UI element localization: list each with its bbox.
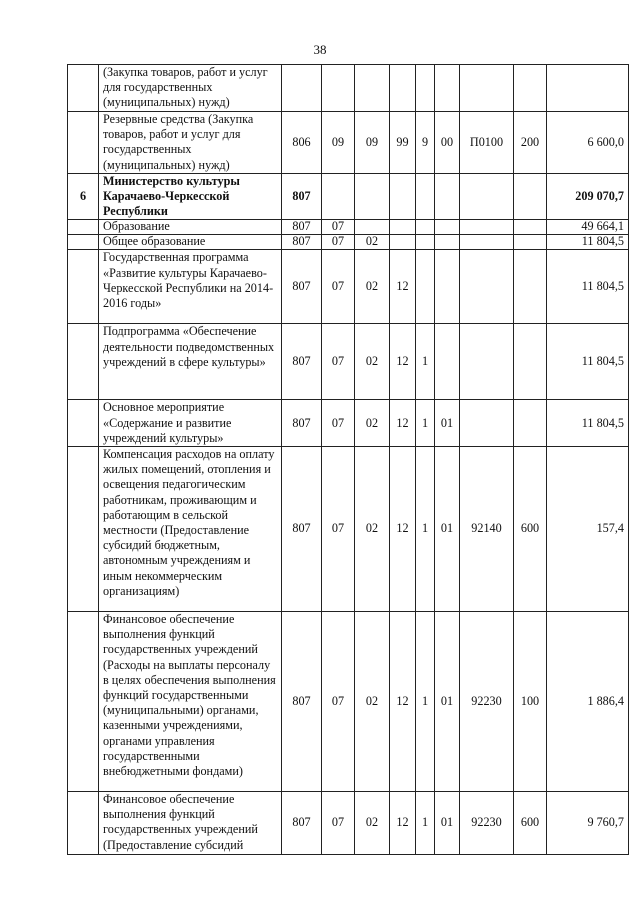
activity-code-cell (435, 173, 460, 220)
table-body (68, 65, 629, 855)
amount-cell: 6 600,0 (547, 112, 629, 174)
section-code-cell: 07 (322, 792, 355, 855)
subsection-code-cell: 02 (355, 612, 390, 792)
subprogram-code-cell: 1 (416, 792, 435, 855)
item-name-cell: Основное мероприятие «Содержание и развитие учреждений культуры» (99, 400, 282, 447)
subsection-code-cell: 02 (355, 235, 390, 250)
activity-code-cell (435, 220, 460, 235)
subsection-code-cell: 02 (355, 792, 390, 855)
program-code-cell: 12 (390, 447, 416, 612)
expense-type-cell (514, 324, 547, 400)
direction-code-cell: 92230 (460, 792, 514, 855)
ministry-code-cell: 807 (282, 792, 322, 855)
row-number-cell (68, 250, 99, 324)
program-code-cell: 12 (390, 324, 416, 400)
amount-cell: 1 886,4 (547, 612, 629, 792)
section-code-cell: 07 (322, 400, 355, 447)
row-number-cell: 6 (68, 173, 99, 220)
amount-cell: 157,4 (547, 447, 629, 612)
program-code-cell (390, 220, 416, 235)
program-code-cell: 12 (390, 400, 416, 447)
item-name-cell: Финансовое обеспечение выполнения функций государственных учреждений (Предоставление субсидий (99, 792, 282, 855)
amount-cell: 209 070,7 (547, 173, 629, 220)
amount-cell: 49 664,1 (547, 220, 629, 235)
activity-code-cell: 01 (435, 612, 460, 792)
subprogram-code-cell: 1 (416, 324, 435, 400)
direction-code-cell (460, 220, 514, 235)
amount-cell (547, 65, 629, 112)
expense-type-cell (514, 65, 547, 112)
item-name-cell: Подпрограмма «Обеспечение деятельности подведомственных учреждений в сфере культуры» (99, 324, 282, 400)
ministry-code-cell (282, 65, 322, 112)
program-code-cell: 99 (390, 112, 416, 174)
section-code-cell (322, 65, 355, 112)
amount-cell: 11 804,5 (547, 324, 629, 400)
subprogram-code-cell (416, 65, 435, 112)
amount-cell: 11 804,5 (547, 235, 629, 250)
section-code-cell (322, 173, 355, 220)
activity-code-cell (435, 235, 460, 250)
subsection-code-cell (355, 220, 390, 235)
row-number-cell (68, 235, 99, 250)
table-row (68, 173, 629, 220)
item-name-cell: Образование (99, 220, 282, 235)
direction-code-cell (460, 400, 514, 447)
program-code-cell (390, 65, 416, 112)
program-code-cell (390, 235, 416, 250)
page-number: 38 (313, 42, 327, 57)
expense-type-cell (514, 400, 547, 447)
ministry-code-cell: 807 (282, 324, 322, 400)
section-code-cell: 07 (322, 324, 355, 400)
ministry-code-cell: 807 (282, 447, 322, 612)
subprogram-code-cell (416, 220, 435, 235)
subprogram-code-cell (416, 235, 435, 250)
amount-cell: 11 804,5 (547, 400, 629, 447)
expense-type-cell: 200 (514, 112, 547, 174)
row-number-cell (68, 65, 99, 112)
expense-type-cell: 600 (514, 447, 547, 612)
ministry-code-cell: 807 (282, 612, 322, 792)
subsection-code-cell: 02 (355, 250, 390, 324)
item-name-cell: Государственная программа «Развитие культуры Карачаево-Черкесской Республики на 2014-2016 годы» (99, 250, 282, 324)
subsection-code-cell: 09 (355, 112, 390, 174)
table-row (68, 792, 629, 855)
item-name-cell: Финансовое обеспечение выполнения функций государственных учреждений (Расходы на выплаты персоналу в целях обеспечения выполнения функций государственными (муниципальными) органами, казенными учреждениями, органами управления государственными внебюджетными фондами) (99, 612, 282, 792)
program-code-cell: 12 (390, 612, 416, 792)
item-name-cell: (Закупка товаров, работ и услуг для государственных (муниципальных) нужд) (99, 65, 282, 112)
subprogram-code-cell: 1 (416, 400, 435, 447)
direction-code-cell (460, 250, 514, 324)
subsection-code-cell: 02 (355, 324, 390, 400)
subprogram-code-cell (416, 250, 435, 324)
section-code-cell: 07 (322, 447, 355, 612)
ministry-code-cell: 806 (282, 112, 322, 174)
expense-type-cell: 600 (514, 792, 547, 855)
table-row (68, 220, 629, 235)
row-number-cell (68, 792, 99, 855)
subsection-code-cell: 02 (355, 400, 390, 447)
item-name-cell: Резервные средства (Закупка товаров, работ и услуг для государственных (муниципальных) нужд) (99, 112, 282, 174)
budget-table (67, 64, 629, 855)
subsection-code-cell (355, 173, 390, 220)
direction-code-cell (460, 173, 514, 220)
subprogram-code-cell (416, 173, 435, 220)
ministry-code-cell: 807 (282, 220, 322, 235)
program-code-cell (390, 173, 416, 220)
section-code-cell: 07 (322, 235, 355, 250)
activity-code-cell: 01 (435, 792, 460, 855)
direction-code-cell (460, 235, 514, 250)
expense-type-cell (514, 173, 547, 220)
table-row (68, 235, 629, 250)
expense-type-cell (514, 250, 547, 324)
row-number-cell (68, 220, 99, 235)
direction-code-cell (460, 65, 514, 112)
ministry-code-cell: 807 (282, 173, 322, 220)
program-code-cell: 12 (390, 792, 416, 855)
row-number-cell (68, 324, 99, 400)
table-row (68, 324, 629, 400)
activity-code-cell (435, 250, 460, 324)
subprogram-code-cell: 9 (416, 112, 435, 174)
direction-code-cell: 92140 (460, 447, 514, 612)
activity-code-cell (435, 324, 460, 400)
section-code-cell: 07 (322, 220, 355, 235)
row-number-cell (68, 112, 99, 174)
expense-type-cell: 100 (514, 612, 547, 792)
ministry-code-cell: 807 (282, 400, 322, 447)
table-row (68, 400, 629, 447)
table-row (68, 447, 629, 612)
subsection-code-cell: 02 (355, 447, 390, 612)
row-number-cell (68, 612, 99, 792)
activity-code-cell: 00 (435, 112, 460, 174)
subsection-code-cell (355, 65, 390, 112)
section-code-cell: 07 (322, 612, 355, 792)
direction-code-cell: П0100 (460, 112, 514, 174)
amount-cell: 11 804,5 (547, 250, 629, 324)
table-row (68, 612, 629, 792)
item-name-cell: Компенсация расходов на оплату жилых помещений, отопления и освещения педагогическим работникам, проживающим и работающим в сельской местности (Предоставление субсидий бюджетным, автономным учреждениям и иным некоммерческим организациям) (99, 447, 282, 612)
subprogram-code-cell: 1 (416, 447, 435, 612)
table-row (68, 250, 629, 324)
activity-code-cell: 01 (435, 400, 460, 447)
expense-type-cell (514, 235, 547, 250)
subprogram-code-cell: 1 (416, 612, 435, 792)
direction-code-cell: 92230 (460, 612, 514, 792)
program-code-cell: 12 (390, 250, 416, 324)
item-name-cell: Общее образование (99, 235, 282, 250)
section-code-cell: 09 (322, 112, 355, 174)
direction-code-cell (460, 324, 514, 400)
table-row (68, 65, 629, 112)
row-number-cell (68, 400, 99, 447)
ministry-code-cell: 807 (282, 250, 322, 324)
section-code-cell: 07 (322, 250, 355, 324)
row-number-cell (68, 447, 99, 612)
ministry-code-cell: 807 (282, 235, 322, 250)
activity-code-cell: 01 (435, 447, 460, 612)
item-name-cell: Министерство культуры Карачаево-Черкесской Республики (99, 173, 282, 220)
table-row (68, 112, 629, 174)
activity-code-cell (435, 65, 460, 112)
amount-cell: 9 760,7 (547, 792, 629, 855)
expense-type-cell (514, 220, 547, 235)
